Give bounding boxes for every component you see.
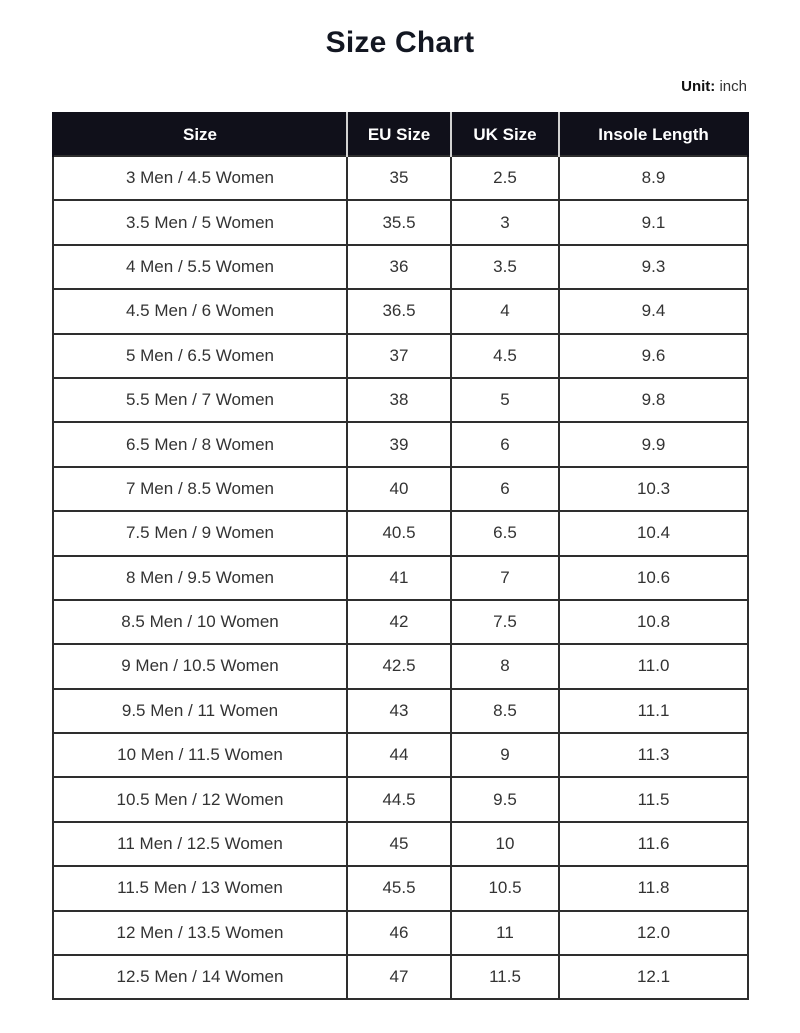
eu-size-cell: 35 xyxy=(347,156,451,200)
insole-length-cell: 12.0 xyxy=(559,911,748,955)
table-row xyxy=(53,334,748,378)
size-cell: 9.5 Men / 11 Women xyxy=(53,689,347,733)
eu-size-cell: 38 xyxy=(347,378,451,422)
table-row xyxy=(53,289,748,333)
uk-size-cell: 11.5 xyxy=(451,955,559,999)
eu-size-cell: 45 xyxy=(347,822,451,866)
size-cell: 5 Men / 6.5 Women xyxy=(53,334,347,378)
size-cell: 10 Men / 11.5 Women xyxy=(53,733,347,777)
size-cell: 4.5 Men / 6 Women xyxy=(53,289,347,333)
uk-size-cell: 3.5 xyxy=(451,245,559,289)
size-cell: 8.5 Men / 10 Women xyxy=(53,600,347,644)
eu-size-cell: 36 xyxy=(347,245,451,289)
table-row xyxy=(53,245,748,289)
size-cell: 7.5 Men / 9 Women xyxy=(53,511,347,555)
table-row xyxy=(53,955,748,999)
insole-length-cell: 10.4 xyxy=(559,511,748,555)
uk-size-cell: 9 xyxy=(451,733,559,777)
uk-size-cell: 4.5 xyxy=(451,334,559,378)
eu-size-cell: 47 xyxy=(347,955,451,999)
table-row xyxy=(53,644,748,688)
table-row xyxy=(53,822,748,866)
table-row xyxy=(53,511,748,555)
insole-length-cell: 11.3 xyxy=(559,733,748,777)
size-cell: 7 Men / 8.5 Women xyxy=(53,467,347,511)
column-header-eu-size: EU Size xyxy=(347,113,451,156)
insole-length-cell: 10.8 xyxy=(559,600,748,644)
uk-size-cell: 8 xyxy=(451,644,559,688)
unit-note xyxy=(681,78,747,95)
table-row xyxy=(53,689,748,733)
table-row xyxy=(53,866,748,910)
eu-size-cell: 35.5 xyxy=(347,200,451,244)
table-row xyxy=(53,200,748,244)
insole-length-cell: 8.9 xyxy=(559,156,748,200)
size-cell: 3 Men / 4.5 Women xyxy=(53,156,347,200)
size-cell: 8 Men / 9.5 Women xyxy=(53,556,347,600)
table-row xyxy=(53,911,748,955)
size-cell: 9 Men / 10.5 Women xyxy=(53,644,347,688)
page-title: Size Chart xyxy=(325,26,475,59)
insole-length-cell: 10.6 xyxy=(559,556,748,600)
uk-size-cell: 6 xyxy=(451,467,559,511)
eu-size-cell: 42.5 xyxy=(347,644,451,688)
size-cell: 3.5 Men / 5 Women xyxy=(53,200,347,244)
size-cell: 5.5 Men / 7 Women xyxy=(53,378,347,422)
table-row xyxy=(53,156,748,200)
eu-size-cell: 39 xyxy=(347,422,451,466)
size-cell: 12.5 Men / 14 Women xyxy=(53,955,347,999)
uk-size-cell: 4 xyxy=(451,289,559,333)
insole-length-cell: 11.1 xyxy=(559,689,748,733)
eu-size-cell: 44 xyxy=(347,733,451,777)
eu-size-cell: 37 xyxy=(347,334,451,378)
uk-size-cell: 9.5 xyxy=(451,777,559,821)
header-row xyxy=(53,113,748,156)
uk-size-cell: 11 xyxy=(451,911,559,955)
insole-length-cell: 9.6 xyxy=(559,334,748,378)
uk-size-cell: 7.5 xyxy=(451,600,559,644)
size-cell: 4 Men / 5.5 Women xyxy=(53,245,347,289)
insole-length-cell: 11.0 xyxy=(559,644,748,688)
insole-length-cell: 9.9 xyxy=(559,422,748,466)
unit-value: inch xyxy=(719,78,747,95)
table-row xyxy=(53,777,748,821)
eu-size-cell: 36.5 xyxy=(347,289,451,333)
size-cell: 12 Men / 13.5 Women xyxy=(53,911,347,955)
column-header-uk-size: UK Size xyxy=(451,113,559,156)
insole-length-cell: 10.3 xyxy=(559,467,748,511)
uk-size-cell: 7 xyxy=(451,556,559,600)
size-cell: 6.5 Men / 8 Women xyxy=(53,422,347,466)
insole-length-cell: 9.4 xyxy=(559,289,748,333)
table-row xyxy=(53,378,748,422)
eu-size-cell: 42 xyxy=(347,600,451,644)
uk-size-cell: 10 xyxy=(451,822,559,866)
insole-length-cell: 9.3 xyxy=(559,245,748,289)
uk-size-cell: 10.5 xyxy=(451,866,559,910)
unit-label: Unit: xyxy=(681,78,716,95)
size-cell: 11 Men / 12.5 Women xyxy=(53,822,347,866)
size-chart-table xyxy=(52,112,749,1000)
insole-length-cell: 9.1 xyxy=(559,200,748,244)
uk-size-cell: 6 xyxy=(451,422,559,466)
insole-length-cell: 12.1 xyxy=(559,955,748,999)
uk-size-cell: 6.5 xyxy=(451,511,559,555)
insole-length-cell: 11.8 xyxy=(559,866,748,910)
size-cell: 11.5 Men / 13 Women xyxy=(53,866,347,910)
column-header-size: Size xyxy=(53,113,347,156)
table-row xyxy=(53,556,748,600)
column-header-insole-length: Insole Length xyxy=(559,113,748,156)
uk-size-cell: 8.5 xyxy=(451,689,559,733)
uk-size-cell: 3 xyxy=(451,200,559,244)
insole-length-cell: 9.8 xyxy=(559,378,748,422)
eu-size-cell: 46 xyxy=(347,911,451,955)
insole-length-cell: 11.6 xyxy=(559,822,748,866)
table-row xyxy=(53,600,748,644)
size-cell: 10.5 Men / 12 Women xyxy=(53,777,347,821)
insole-length-cell: 11.5 xyxy=(559,777,748,821)
table-row xyxy=(53,422,748,466)
eu-size-cell: 43 xyxy=(347,689,451,733)
table-body xyxy=(53,156,748,999)
table-row xyxy=(53,467,748,511)
eu-size-cell: 44.5 xyxy=(347,777,451,821)
eu-size-cell: 41 xyxy=(347,556,451,600)
eu-size-cell: 45.5 xyxy=(347,866,451,910)
uk-size-cell: 2.5 xyxy=(451,156,559,200)
table-row xyxy=(53,733,748,777)
eu-size-cell: 40 xyxy=(347,467,451,511)
table-header xyxy=(53,113,748,156)
eu-size-cell: 40.5 xyxy=(347,511,451,555)
uk-size-cell: 5 xyxy=(451,378,559,422)
